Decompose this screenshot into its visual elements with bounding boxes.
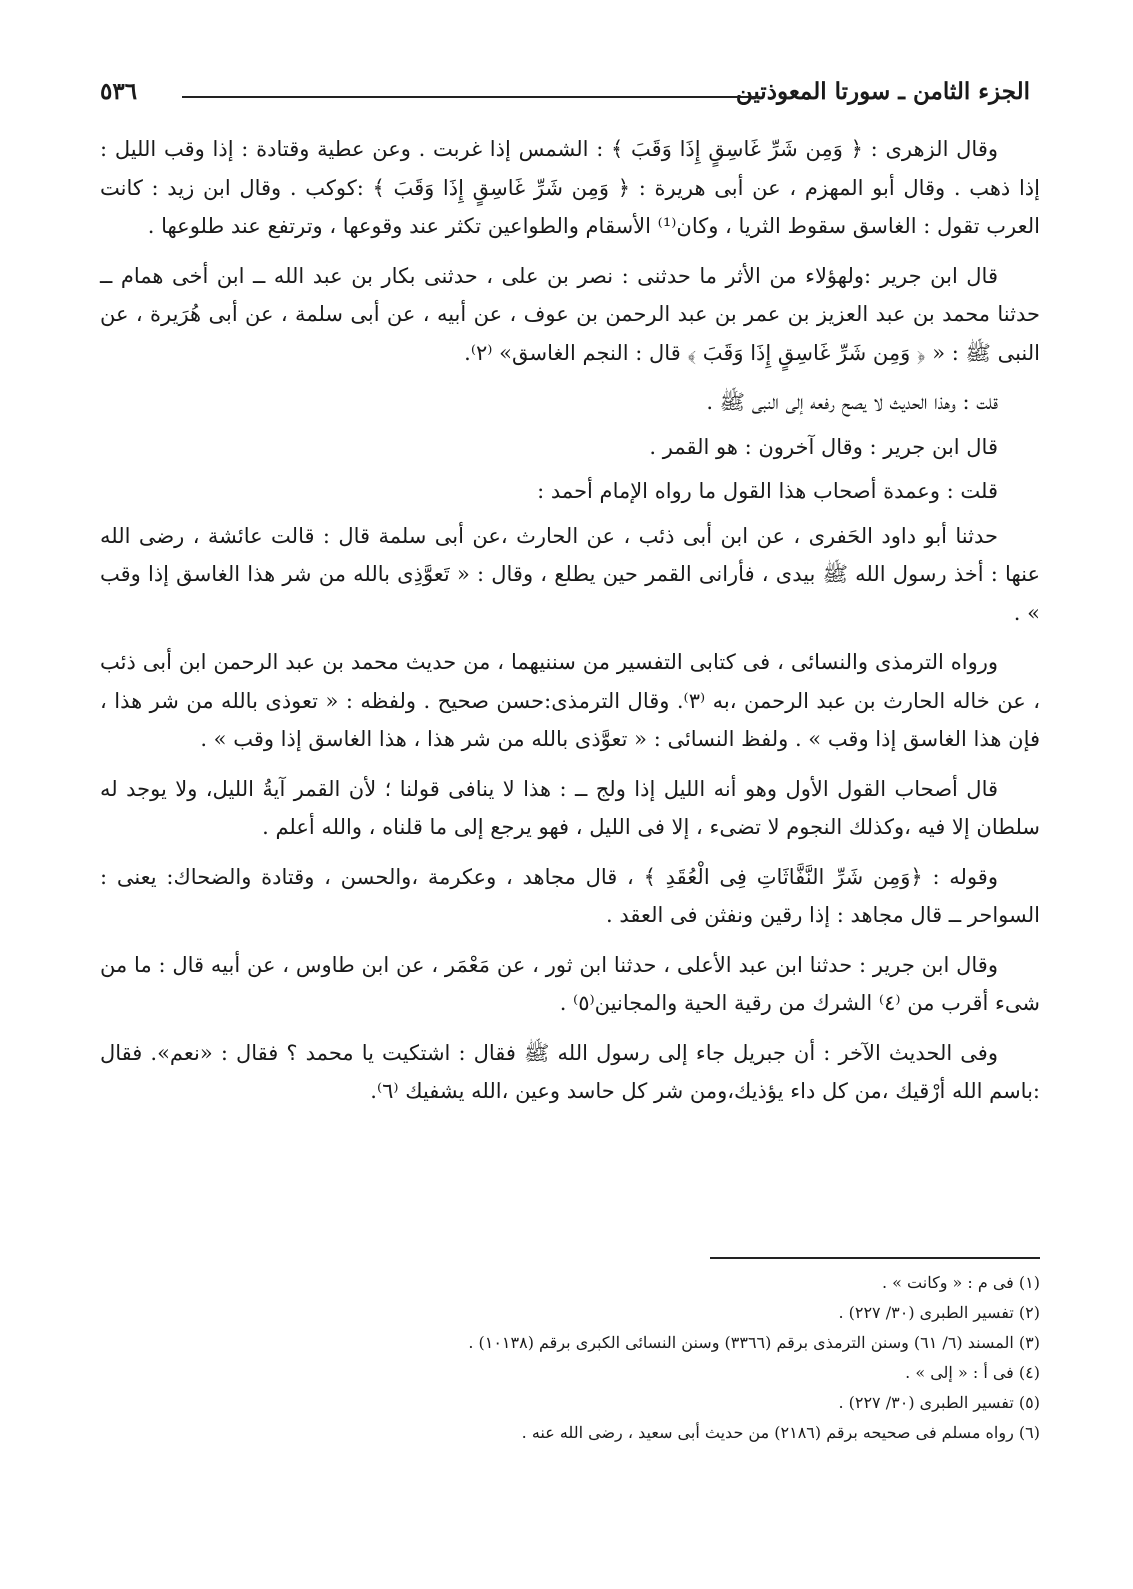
footnote: (٥) تفسير الطبرى (٣٠/ ٢٢٧) . bbox=[838, 1393, 1040, 1412]
paragraph: قال ابن جرير :ولهؤلاء من الأثر ما حدثنى : نصر بن على ، حدثنى بكار بن عبد الله ــ ابن أخى همام ــ حدثنا محمد بن عبد العزيز بن عمر بن عبد الرحمن بن عوف ، عن أبيه ، عن أبى سلمة ، عن أبى هُرَيرة ، عن النبى ﷺ : « ﴿ وَمِن شَرِّ غَاسِقٍ إِذَا وَقَبَ ﴾ قال : النجم الغاسق» ⁽٢⁾. bbox=[100, 263, 1040, 365]
header-rule bbox=[182, 96, 760, 98]
paragraph: حدثنا أبو داود الحَفرى ، عن ابن أبى ذئب ، عن الحارث ،عن أبى سلمة قال : قالت عائشة ، رضى الله عنها : أخذ رسول الله ﷺ بيدى ، فأرانى القمر حين يطلع ، وقال : « تَعوَّذِى بالله من شر هذا الغاسق إذا وقب » . bbox=[100, 523, 1040, 625]
footnote-separator bbox=[710, 1257, 1040, 1259]
paragraph: وفى الحديث الآخر : أن جبريل جاء إلى رسول الله ﷺ فقال : اشتكيت يا محمد ؟ فقال : «نعم». فقال :باسم الله أرْقيك ،من كل داء يؤذيك،ومن شر كل حاسد وعين ،الله يشفيك ⁽٦⁾. bbox=[100, 1040, 1040, 1103]
body-text bbox=[100, 130, 1040, 1122]
footnote: (١) فى م : « وكانت » . bbox=[881, 1273, 1040, 1292]
paragraph: وقال الزهرى : ﴿ وَمِن شَرِّ غَاسِقٍ إِذَا وَقَبَ ﴾ : الشمس إذا غربت . وعن عطية وقتادة : إذا وقب الليل : إذا ذهب . وقال أبو المهزم ، عن أبى هريرة : ﴿ وَمِن شَرِّ غَاسِقٍ إِذَا وَقَبَ ﴾ :كوكب . وقال ابن زيد : كانت العرب تقول : الغاسق سقوط الثريا ، وكان⁽¹⁾ الأسقام والطواعين تكثر عند وقوعها ، وترتفع عند طلوعها . bbox=[100, 137, 1040, 238]
footnotes bbox=[100, 1268, 1040, 1448]
paragraph: قال أصحاب القول الأول وهو أنه الليل إذا ولج ــ : هذا لا ينافى قولنا ؛ لأن القمر آيةُ الليل، ولا يوجد له سلطان إلا فيه ،وكذلك النجوم لا تضىء ، إلا فى الليل ، فهو يرجع إلى ما قلناه ، والله أعلم . bbox=[100, 776, 1040, 839]
footnote: (٢) تفسير الطبرى (٣٠/ ٢٢٧) . bbox=[838, 1303, 1040, 1322]
running-header bbox=[100, 60, 1040, 118]
paragraph: قلت : وهذا الحديث لا يصح رفعه إلى النبى ﷺ . bbox=[706, 390, 998, 414]
paragraph: وقال ابن جرير : حدثنا ابن عبد الأعلى ، حدثنا ابن ثور ، عن مَعْمَر ، عن ابن طاوس ، عن أبيه قال : ما من شىء أقرب من ⁽٤⁾ الشرك من رقية الحية والمجانين⁽٥⁾ . bbox=[100, 952, 1040, 1015]
footnote: (٦) رواه مسلم فى صحيحه برقم (٢١٨٦) من حديث أبى سعيد ، رضى الله عنه . bbox=[521, 1423, 1040, 1442]
paragraph: ورواه الترمذى والنسائى ، فى كتابى التفسير من سننيهما ، من حديث محمد بن عبد الرحمن ابن أبى ذئب ، عن خاله الحارث بن عبد الرحمن ،به ⁽٣⁾. وقال الترمذى:حسن صحيح . ولفظه : « تعوذى بالله من شر هذا ، فإن هذا الغاسق إذا وقب » . ولفظ النسائى : « تعوَّذى بالله من شر هذا ، هذا الغاسق إذا وقب » . bbox=[100, 650, 1040, 751]
paragraph: قلت : وعمدة أصحاب هذا القول ما رواه الإمام أحمد : bbox=[537, 479, 998, 503]
paragraph: وقوله : ﴿وَمِن شَرِّ النَّفَّاثَاتِ فِى الْعُقَدِ ﴾ ، قال مجاهد ، وعكرمة ،والحسن ، وقتادة والضحاك: يعنى : السواحر ــ قال مجاهد : إذا رقين ونفثن فى العقد . bbox=[100, 864, 1040, 927]
header-title: الجزء الثامن ـ سورتا المعوذتين bbox=[724, 78, 1030, 105]
footnote: (٤) فى أ : « إلى » . bbox=[905, 1363, 1040, 1382]
footnote: (٣) المسند (٦/ ٦١) وسنن الترمذى برقم (٣٣٦٦) وسنن النسائى الكبرى برقم (١٠١٣٨) . bbox=[468, 1333, 1040, 1352]
page-number: ٥٣٦ bbox=[100, 78, 138, 105]
paragraph: قال ابن جرير : وقال آخرون : هو القمر . bbox=[649, 434, 998, 459]
book-page bbox=[100, 60, 1040, 1540]
